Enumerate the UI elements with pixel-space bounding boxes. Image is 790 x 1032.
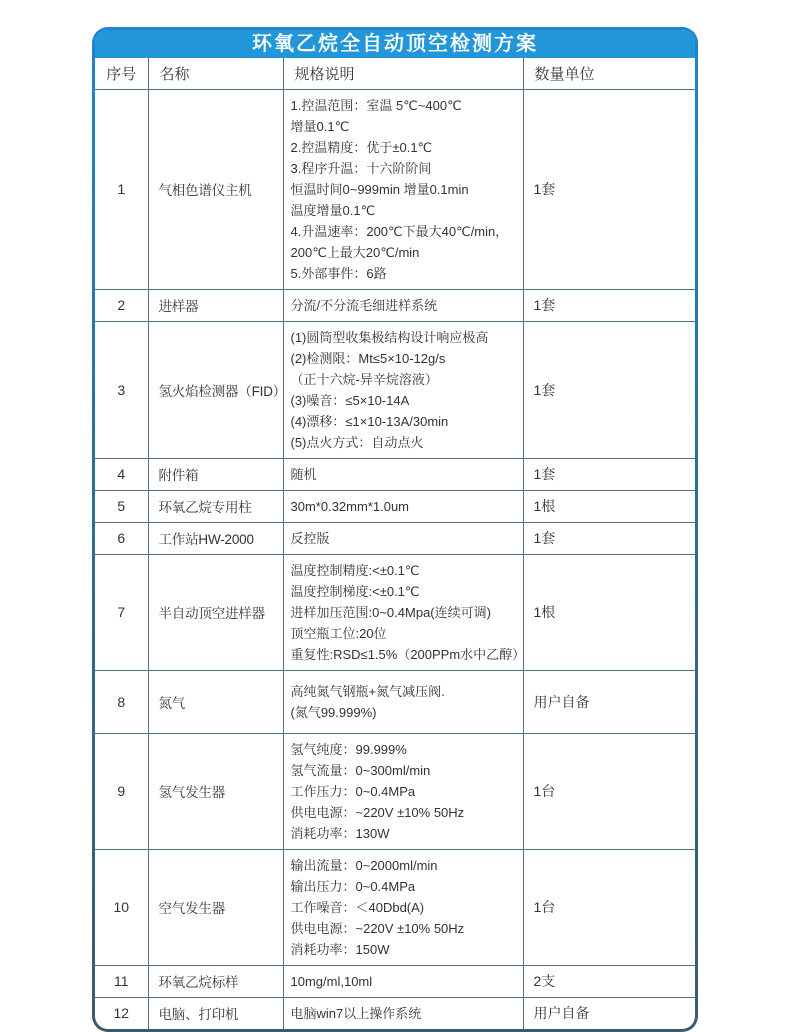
spec-line: 恒温时间0~999min 增量0.1min xyxy=(290,181,469,197)
spec-line: 200℃上最大20℃/min xyxy=(290,244,420,260)
item-quantity: 1套 xyxy=(523,289,695,321)
item-spec xyxy=(283,997,523,1029)
spec-line: 增量0.1℃ xyxy=(290,118,350,134)
row-number: 11 xyxy=(95,965,148,997)
table-row xyxy=(95,965,695,997)
item-quantity: 1套 xyxy=(523,321,695,458)
item-name: 环氧乙烷标样 xyxy=(148,965,283,997)
row-number: 2 xyxy=(95,289,148,321)
item-quantity: 1套 xyxy=(523,458,695,490)
table-card xyxy=(95,30,695,1029)
table-row xyxy=(95,490,695,522)
spec-line: 30m*0.32mm*1.0um xyxy=(290,498,409,514)
col-header-name: 名称 xyxy=(148,58,283,89)
row-number: 9 xyxy=(95,733,148,849)
spec-line: (4)漂移：≤1×10-13A/30min xyxy=(290,413,449,429)
table-frame xyxy=(92,27,698,1032)
item-spec xyxy=(283,289,523,321)
table-header-row xyxy=(95,58,695,89)
page-title: 环氧乙烷全自动顶空检测方案 xyxy=(95,30,695,58)
item-quantity: 1套 xyxy=(523,89,695,289)
spec-line: 温度增量0.1℃ xyxy=(290,202,376,218)
spec-line: 重复性:RSD≤1.5%（200PPm水中乙醇） xyxy=(290,646,526,662)
item-name: 氢气发生器 xyxy=(148,733,283,849)
row-number: 10 xyxy=(95,849,148,965)
spec-line: 3.程序升温：十六阶阶间 xyxy=(290,160,432,176)
spec-line: 进样加压范围:0~0.4Mpa(连续可调) xyxy=(290,604,491,620)
item-name: 电脑、打印机 xyxy=(148,997,283,1029)
row-number: 6 xyxy=(95,522,148,554)
spec-line: 4.升温速率：200℃下最大40℃/min， xyxy=(290,223,509,239)
table-row xyxy=(95,89,695,289)
item-spec xyxy=(283,490,523,522)
col-header-spec: 规格说明 xyxy=(283,58,523,89)
item-name: 氢火焰检测器（FID） xyxy=(148,321,283,458)
row-number: 3 xyxy=(95,321,148,458)
spec-line: (5)点火方式：自动点火 xyxy=(290,434,424,450)
table-row xyxy=(95,670,695,733)
item-spec xyxy=(283,733,523,849)
spec-line: 氢气流量：0~300ml/min xyxy=(290,762,431,778)
item-name: 半自动顶空进样器 xyxy=(148,554,283,670)
item-name: 进样器 xyxy=(148,289,283,321)
spec-line: (1)圆筒型收集极结构设计响应极高 xyxy=(290,329,489,345)
item-quantity: 1根 xyxy=(523,490,695,522)
item-name: 工作站HW-2000 xyxy=(148,522,283,554)
table-row xyxy=(95,733,695,849)
spec-line: 顶空瓶工位:20位 xyxy=(290,625,387,641)
spec-line: 分流/不分流毛细进样系统 xyxy=(290,297,438,313)
col-header-qty: 数量单位 xyxy=(523,58,695,89)
item-name: 空气发生器 xyxy=(148,849,283,965)
table-row xyxy=(95,849,695,965)
spec-line: 反控版 xyxy=(290,530,330,546)
table-row xyxy=(95,458,695,490)
item-name: 环氧乙烷专用柱 xyxy=(148,490,283,522)
row-number: 7 xyxy=(95,554,148,670)
item-quantity: 用户自备 xyxy=(523,670,695,733)
item-quantity: 2支 xyxy=(523,965,695,997)
spec-line: 温度控制精度:<±0.1℃ xyxy=(290,562,420,578)
spec-line: 氢气纯度：99.999% xyxy=(290,741,407,757)
row-number: 8 xyxy=(95,670,148,733)
spec-line: 输出压力：0~0.4MPa xyxy=(290,878,416,894)
item-spec xyxy=(283,670,523,733)
spec-line: 工作噪音：＜40Dbd(A) xyxy=(290,899,425,915)
spec-line: 10mg/ml,10ml xyxy=(290,973,373,989)
spec-line: 1.控温范围：室温 5℃~400℃ xyxy=(290,97,462,113)
table-row xyxy=(95,522,695,554)
spec-line: 温度控制梯度:<±0.1℃ xyxy=(290,583,420,599)
item-name: 附件箱 xyxy=(148,458,283,490)
item-quantity: 1套 xyxy=(523,522,695,554)
spec-line: 5.外部事件：6路 xyxy=(290,265,387,281)
table-row xyxy=(95,554,695,670)
spec-line: (2)检测限：Mt≤5×10-12g/s xyxy=(290,350,446,366)
item-spec xyxy=(283,458,523,490)
table-row xyxy=(95,289,695,321)
spec-line: 随机 xyxy=(290,466,317,482)
table-row xyxy=(95,321,695,458)
item-spec xyxy=(283,522,523,554)
spec-line: 消耗功率：150W xyxy=(290,941,390,957)
spec-table xyxy=(95,58,695,1029)
spec-line: 电脑win7以上操作系统 xyxy=(290,1005,422,1021)
spec-line: 工作压力：0~0.4MPa xyxy=(290,783,416,799)
spec-line: 输出流量：0~2000ml/min xyxy=(290,857,438,873)
item-name: 气相色谱仪主机 xyxy=(148,89,283,289)
table-row xyxy=(95,997,695,1029)
item-spec xyxy=(283,321,523,458)
spec-line: 消耗功率：130W xyxy=(290,825,390,841)
item-spec xyxy=(283,89,523,289)
spec-line: (氮气99.999%) xyxy=(290,704,377,720)
spec-line: 高纯氮气钢瓶+氮气减压阀. xyxy=(290,683,445,699)
item-quantity: 1台 xyxy=(523,849,695,965)
row-number: 5 xyxy=(95,490,148,522)
item-quantity: 1根 xyxy=(523,554,695,670)
item-name: 氮气 xyxy=(148,670,283,733)
item-quantity: 1台 xyxy=(523,733,695,849)
row-number: 4 xyxy=(95,458,148,490)
row-number: 12 xyxy=(95,997,148,1029)
spec-line: 2.控温精度：优于±0.1℃ xyxy=(290,139,433,155)
col-header-no: 序号 xyxy=(95,58,148,89)
spec-line: 供电电源：~220V ±10% 50Hz xyxy=(290,920,465,936)
spec-line: （正十六烷-异辛烷溶液） xyxy=(290,371,438,387)
item-spec xyxy=(283,849,523,965)
item-spec xyxy=(283,554,526,670)
spec-line: (3)噪音：≤5×10-14A xyxy=(290,392,410,408)
item-spec xyxy=(283,965,523,997)
row-number: 1 xyxy=(95,89,148,289)
item-quantity: 用户自备 xyxy=(523,997,695,1029)
spec-line: 供电电源：~220V ±10% 50Hz xyxy=(290,804,465,820)
